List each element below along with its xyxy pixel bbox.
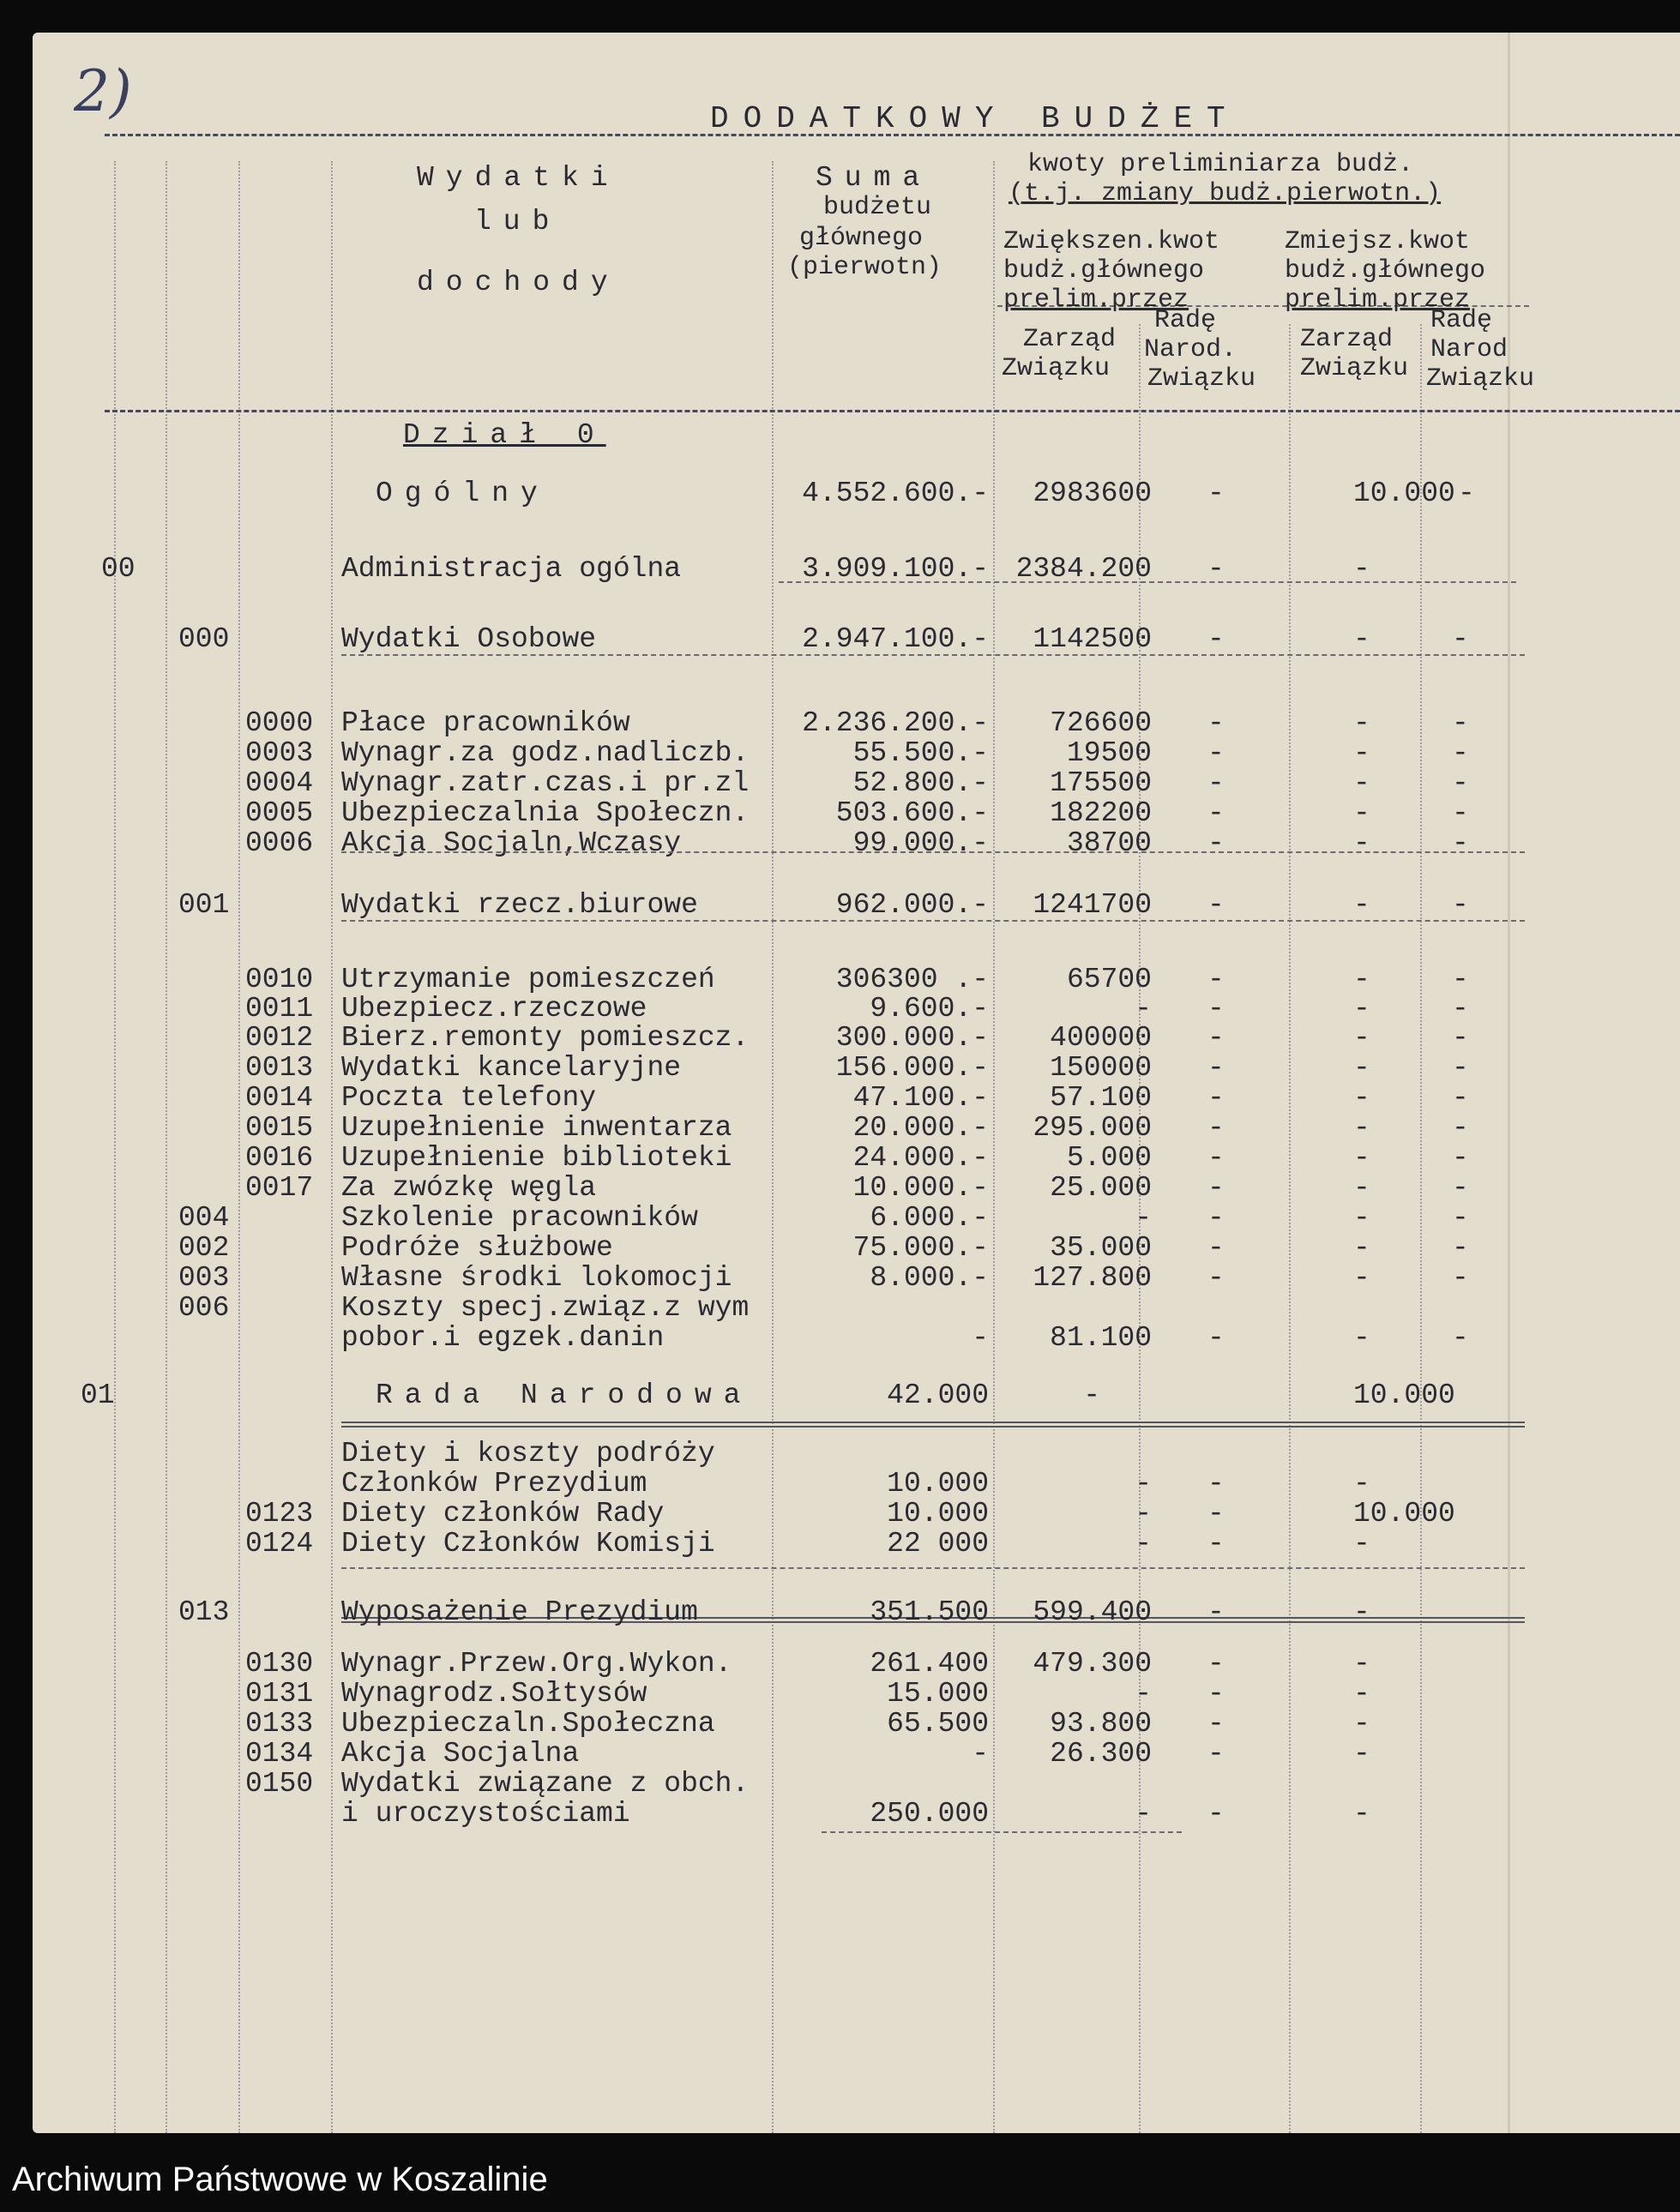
document-title: DODATKOWY BUDŻET [710, 101, 1240, 136]
increase-rada: - [1207, 623, 1225, 655]
table-row [33, 965, 1680, 995]
increase-rada: - [1207, 1596, 1225, 1628]
increase-zarzad: 127.800 [1033, 1262, 1152, 1294]
table-row [33, 1293, 1680, 1324]
increase-rada: - [1207, 1022, 1225, 1054]
code-level3: 0130 [245, 1648, 314, 1680]
code-level2: 013 [178, 1596, 230, 1628]
increase-zarzad: - [1135, 1202, 1152, 1234]
item-name: Utrzymanie pomieszczeń [341, 964, 715, 995]
item-name: Ubezpieczalnia Społeczn. [341, 797, 750, 829]
decrease-rada: - [1452, 1022, 1469, 1054]
code-level3: 0150 [245, 1768, 314, 1800]
decrease-zarzad: - [1353, 737, 1370, 769]
increase-rada: - [1207, 1262, 1225, 1294]
header-increase-2: budż.głównego [1003, 256, 1205, 286]
header-name-2: lub [474, 206, 562, 237]
increase-zarzad: - [1135, 1468, 1152, 1500]
header-name-1: Wydatki [417, 162, 620, 194]
increase-zarzad: - [1135, 1528, 1152, 1560]
item-name: Akcja Socjaln,Wczasy [341, 827, 682, 859]
code-level1: 00 [101, 553, 135, 585]
decrease-zarzad: - [1353, 797, 1370, 829]
item-name: Ubezpiecz.rzeczowe [341, 993, 647, 1025]
section-label: Dział 0 [403, 419, 606, 451]
rada-name: Rada Narodowa [376, 1379, 753, 1411]
budget-sum: - [972, 1738, 989, 1770]
decrease-zarzad: - [1353, 707, 1370, 739]
decrease-zarzad: 10.000 [1353, 1498, 1455, 1530]
increase-zarzad: 150000 [1050, 1052, 1152, 1084]
code-level3: 0016 [245, 1142, 314, 1174]
increase-zarzad: 479.300 [1033, 1648, 1152, 1680]
header-decrease-1: Zmiejsz.kwot [1285, 227, 1471, 256]
increase-rada: - [1207, 1172, 1225, 1204]
section-row [33, 478, 1680, 509]
table-row [33, 1263, 1680, 1294]
table-row [33, 708, 1680, 739]
code-level2: 000 [178, 623, 230, 655]
double-rule [341, 1422, 1525, 1428]
item-name: Wynagrodz.Sołtysów [341, 1678, 647, 1710]
header-zarzad2-2: Związku [1300, 354, 1409, 383]
increase-rada: - [1207, 1052, 1225, 1084]
header-rule-bottom [105, 410, 1680, 412]
budget-sum: 250.000 [870, 1798, 989, 1830]
item-name: Wydatki Osobowe [341, 623, 597, 655]
increase-zarzad: 35.000 [1050, 1232, 1152, 1264]
code-level3: 0014 [245, 1082, 314, 1114]
item-name: Wynagr.za godz.nadliczb. [341, 737, 750, 769]
budget-sum: 52.800.- [852, 767, 989, 799]
budget-sum: 6.000.- [870, 1202, 989, 1234]
code-level2: 003 [178, 1262, 230, 1294]
increase-zarzad: - [1135, 1798, 1152, 1830]
budget-sum: 55.500.- [852, 737, 989, 769]
code-level3: 0010 [245, 964, 314, 995]
section-rada2: - [1458, 478, 1475, 509]
table-row [33, 1173, 1680, 1204]
increase-rada: - [1207, 1528, 1225, 1560]
budget-sum: 15.000 [887, 1678, 989, 1710]
code-level3: 0006 [245, 827, 314, 859]
budget-sum: 156.000.- [835, 1052, 989, 1084]
table-row [33, 1529, 1680, 1560]
header-changes-1: kwoty preliminiarza budż. [1027, 150, 1414, 179]
code-level3: 0017 [245, 1172, 314, 1204]
item-name: Uzupełnienie inwentarza [341, 1112, 732, 1144]
increase-zarzad: 2384.200 [1015, 553, 1152, 585]
table-row [33, 798, 1680, 829]
table-row [33, 1469, 1680, 1500]
budget-sum: 351.500 [870, 1596, 989, 1628]
decrease-zarzad: - [1353, 1468, 1370, 1500]
table-row [33, 1739, 1680, 1770]
item-name: Ubezpieczaln.Społeczna [341, 1708, 715, 1740]
increase-zarzad: 1142500 [1033, 623, 1152, 655]
rada-sum: 42.000 [887, 1379, 989, 1411]
decrease-rada: - [1452, 707, 1469, 739]
increase-zarzad: 93.800 [1050, 1708, 1152, 1740]
header-sum-1: Suma [816, 162, 932, 194]
item-name: Wyposażenie Prezydium [341, 1596, 698, 1628]
header-zarzad-2: Związku [1002, 354, 1111, 383]
budget-sum: 10.000.- [852, 1172, 989, 1204]
decrease-rada: - [1452, 993, 1469, 1025]
header-rada-2: Narod. [1144, 335, 1237, 364]
increase-rada: - [1207, 1498, 1225, 1530]
decrease-zarzad: - [1353, 993, 1370, 1025]
item-name: Członków Prezydium [341, 1468, 647, 1500]
item-name: Diety i koszty podróży [341, 1438, 715, 1470]
item-name: Diety Członków Komisji [341, 1528, 715, 1560]
item-name: Wydatki rzecz.biurowe [341, 889, 698, 921]
item-name: Diety członków Rady [341, 1498, 665, 1530]
increase-rada: - [1207, 737, 1225, 769]
rada-decrease: 10.000 [1353, 1379, 1455, 1411]
increase-zarzad: 726600 [1050, 707, 1152, 739]
budget-sum: 22 000 [887, 1528, 989, 1560]
decrease-zarzad: - [1353, 1232, 1370, 1264]
code-level3: 0133 [245, 1708, 314, 1740]
increase-zarzad: 295.000 [1033, 1112, 1152, 1144]
table-row [33, 994, 1680, 1025]
increase-rada: - [1207, 964, 1225, 995]
item-name: Poczta telefony [341, 1082, 597, 1114]
budget-sum: 10.000 [887, 1468, 989, 1500]
item-name: Wydatki kancelaryjne [341, 1052, 682, 1084]
decrease-zarzad: - [1353, 623, 1370, 655]
increase-zarzad: 25.000 [1050, 1172, 1152, 1204]
increase-rada: - [1207, 553, 1225, 585]
decrease-zarzad: - [1353, 1112, 1370, 1144]
budget-sum: 24.000.- [852, 1142, 989, 1174]
budget-sum: 65.500 [887, 1708, 989, 1740]
item-name: Akcja Socjalna [341, 1738, 580, 1770]
decrease-rada: - [1452, 1232, 1469, 1264]
decrease-zarzad: - [1353, 827, 1370, 859]
budget-sum: - [972, 1322, 989, 1354]
row-rule [779, 581, 1516, 583]
item-name: Koszty specj.związ.z wym [341, 1292, 750, 1324]
header-sum-3: głównego [799, 224, 924, 253]
header-increase-3: prelim.przez [1003, 286, 1189, 315]
code-level3: 0124 [245, 1528, 314, 1560]
decrease-rada: - [1452, 889, 1469, 921]
row-rule [822, 1831, 1182, 1833]
increase-rada: - [1207, 1678, 1225, 1710]
decrease-zarzad: - [1353, 1528, 1370, 1560]
section-decrease: 10.000 [1353, 478, 1455, 509]
item-name: Szkolenie pracowników [341, 1202, 698, 1234]
code-level3: 0134 [245, 1738, 314, 1770]
increase-rada: - [1207, 707, 1225, 739]
header-rada2-3: Związku [1426, 364, 1535, 394]
code-level3: 0003 [245, 737, 314, 769]
budget-sum: 3.909.100.- [802, 553, 989, 585]
code-level2: 001 [178, 889, 230, 921]
increase-rada: - [1207, 1322, 1225, 1354]
increase-zarzad: 38700 [1066, 827, 1152, 859]
increase-rada: - [1207, 767, 1225, 799]
table-row [33, 1597, 1680, 1628]
increase-zarzad: - [1135, 993, 1152, 1025]
item-name: Podróże służbowe [341, 1232, 613, 1264]
table-row [33, 1709, 1680, 1740]
page-number: 2) [74, 58, 132, 124]
increase-rada: - [1207, 797, 1225, 829]
increase-rada: - [1207, 1202, 1225, 1234]
table-row [33, 768, 1680, 799]
header-decrease-3: prelim.przez [1285, 286, 1471, 315]
budget-sum: 9.600.- [870, 993, 989, 1025]
section-increase: 2983600 [1033, 478, 1152, 509]
code-level3: 0005 [245, 797, 314, 829]
header-zarzad2-1: Zarząd [1300, 325, 1394, 354]
increase-rada: - [1207, 1468, 1225, 1500]
archive-label: Archiwum Państwowe w Koszalinie [12, 2161, 548, 2198]
archive-footer [0, 2143, 1680, 2212]
decrease-rada: - [1452, 1322, 1469, 1354]
table-row [33, 1023, 1680, 1054]
budget-sum: 10.000 [887, 1498, 989, 1530]
budget-sum: 261.400 [870, 1648, 989, 1680]
decrease-rada: - [1452, 1142, 1469, 1174]
decrease-zarzad: - [1353, 1202, 1370, 1234]
decrease-rada: - [1452, 623, 1469, 655]
decrease-zarzad: - [1353, 553, 1370, 585]
increase-rada: - [1207, 889, 1225, 921]
decrease-zarzad: - [1353, 1262, 1370, 1294]
budget-sum: 2.236.200.- [802, 707, 989, 739]
header-sum-4: (pierwotn) [787, 253, 942, 282]
code-level3: 0013 [245, 1052, 314, 1084]
decrease-rada: - [1452, 797, 1469, 829]
item-name: pobor.i egzek.danin [341, 1322, 665, 1354]
code-level3: 0012 [245, 1022, 314, 1054]
table-row [33, 1679, 1680, 1710]
item-name: i uroczystościami [341, 1798, 630, 1830]
decrease-rada: - [1452, 767, 1469, 799]
decrease-zarzad: - [1353, 1082, 1370, 1114]
decrease-zarzad: - [1353, 767, 1370, 799]
budget-sum: 300.000.- [835, 1022, 989, 1054]
decrease-zarzad: - [1353, 1052, 1370, 1084]
decrease-rada: - [1452, 1202, 1469, 1234]
decrease-zarzad: - [1353, 1798, 1370, 1830]
decrease-rada: - [1452, 1112, 1469, 1144]
increase-zarzad: 599.400 [1033, 1596, 1152, 1628]
section-sum: 4.552.600.- [802, 478, 989, 509]
code-level3: 0131 [245, 1678, 314, 1710]
header-sum-2: budżetu [823, 193, 932, 222]
header-increase-1: Zwiększen.kwot [1003, 227, 1220, 256]
rada-code: 01 [81, 1379, 115, 1411]
table-row [33, 738, 1680, 769]
table-row [33, 890, 1680, 921]
decrease-rada: - [1452, 1172, 1469, 1204]
code-level2: 004 [178, 1202, 230, 1234]
row-rule [341, 654, 1525, 656]
budget-sum: 8.000.- [870, 1262, 989, 1294]
header-zarzad-1: Zarząd [1023, 325, 1117, 354]
budget-sum: 75.000.- [852, 1232, 989, 1264]
increase-zarzad: 26.300 [1050, 1738, 1152, 1770]
increase-rada: - [1207, 1082, 1225, 1114]
decrease-rada: - [1452, 1082, 1469, 1114]
rada-increase: - [1083, 1379, 1100, 1411]
row-rule [341, 920, 1525, 922]
budget-sum: 503.600.- [835, 797, 989, 829]
header-rada2-1: Radę [1430, 306, 1493, 335]
budget-sum: 306300 .- [835, 964, 989, 995]
budget-sum: 47.100.- [852, 1082, 989, 1114]
increase-rada: - [1207, 1798, 1225, 1830]
document-sheet [33, 33, 1680, 2133]
code-level3: 0000 [245, 707, 314, 739]
increase-rada: - [1207, 1648, 1225, 1680]
budget-sum: 2.947.100.- [802, 623, 989, 655]
increase-zarzad: 19500 [1066, 737, 1152, 769]
decrease-zarzad: - [1353, 1738, 1370, 1770]
rada-section-row [33, 1380, 1680, 1411]
header-decrease-2: budż.głównego [1285, 256, 1486, 286]
increase-rada: - [1207, 1112, 1225, 1144]
decrease-zarzad: - [1353, 1142, 1370, 1174]
table-row [33, 1499, 1680, 1530]
item-name: Własne środki lokomocji [341, 1262, 732, 1294]
decrease-rada: - [1452, 1262, 1469, 1294]
item-name: Wynagr.Przew.Org.Wykon. [341, 1648, 732, 1680]
code-level3: 0015 [245, 1112, 314, 1144]
code-level3: 0004 [245, 767, 314, 799]
decrease-zarzad: - [1353, 1678, 1370, 1710]
decrease-zarzad: - [1353, 1172, 1370, 1204]
decrease-rada: - [1452, 964, 1469, 995]
decrease-zarzad: - [1353, 1596, 1370, 1628]
table-row [33, 1649, 1680, 1680]
section-rada: - [1207, 478, 1225, 509]
item-name: Wynagr.zatr.czas.i pr.zl [341, 767, 750, 799]
increase-rada: - [1207, 1708, 1225, 1740]
budget-sum: 99.000.- [852, 827, 989, 859]
table-row [33, 1799, 1680, 1830]
increase-rada: - [1207, 1142, 1225, 1174]
increase-zarzad: 81.100 [1050, 1322, 1152, 1354]
table-row [33, 1113, 1680, 1144]
increase-rada: - [1207, 827, 1225, 859]
table-row [33, 624, 1680, 655]
decrease-zarzad: - [1353, 1648, 1370, 1680]
table-row [33, 1769, 1680, 1800]
increase-rada: - [1207, 993, 1225, 1025]
decrease-zarzad: - [1353, 1322, 1370, 1354]
budget-sum: 20.000.- [852, 1112, 989, 1144]
header-rada2-2: Narod [1430, 335, 1508, 364]
increase-zarzad: - [1135, 1498, 1152, 1530]
increase-zarzad: - [1135, 1678, 1152, 1710]
header-name-3: dochody [417, 267, 620, 298]
item-name: Wydatki związane z obch. [341, 1768, 750, 1800]
header-rada-1: Radę [1154, 306, 1217, 335]
code-level2: 006 [178, 1292, 230, 1324]
table-row [33, 1323, 1680, 1354]
header-rule-top [105, 134, 1680, 136]
code-level2: 002 [178, 1232, 230, 1264]
table-row [33, 1143, 1680, 1174]
increase-zarzad: 400000 [1050, 1022, 1152, 1054]
table-row [33, 1083, 1680, 1114]
decrease-zarzad: - [1353, 889, 1370, 921]
decrease-rada: - [1452, 827, 1469, 859]
item-name: Płace pracowników [341, 707, 630, 739]
header-changes-2: (t.j. zmiany budż.pierwotn.) [1009, 179, 1442, 208]
item-name: Bierz.remonty pomieszcz. [341, 1022, 750, 1054]
table-row [33, 554, 1680, 585]
code-level3: 0011 [245, 993, 314, 1025]
increase-zarzad: 57.100 [1050, 1082, 1152, 1114]
item-name: Za zwózkę węgla [341, 1172, 597, 1204]
table-row [33, 1053, 1680, 1084]
decrease-zarzad: - [1353, 1022, 1370, 1054]
row-rule [341, 851, 1525, 853]
budget-sum: 962.000.- [835, 889, 989, 921]
header-rada-3: Związku [1147, 364, 1256, 394]
increase-zarzad: 175500 [1050, 767, 1152, 799]
table-row [33, 1439, 1680, 1470]
decrease-zarzad: - [1353, 1708, 1370, 1740]
increase-zarzad: 182200 [1050, 797, 1152, 829]
decrease-rada: - [1452, 737, 1469, 769]
increase-zarzad: 1241700 [1033, 889, 1152, 921]
increase-zarzad: 5.000 [1066, 1142, 1152, 1174]
table-row [33, 828, 1680, 859]
increase-zarzad: 65700 [1066, 964, 1152, 995]
section-name: Ogólny [376, 478, 550, 509]
item-name: Uzupełnienie biblioteki [341, 1142, 732, 1174]
decrease-rada: - [1452, 1052, 1469, 1084]
row-rule [341, 1567, 1525, 1569]
item-name: Administracja ogólna [341, 553, 682, 585]
table-row [33, 1233, 1680, 1264]
decrease-zarzad: - [1353, 964, 1370, 995]
code-level3: 0123 [245, 1498, 314, 1530]
table-row [33, 1203, 1680, 1234]
increase-rada: - [1207, 1232, 1225, 1264]
increase-rada: - [1207, 1738, 1225, 1770]
